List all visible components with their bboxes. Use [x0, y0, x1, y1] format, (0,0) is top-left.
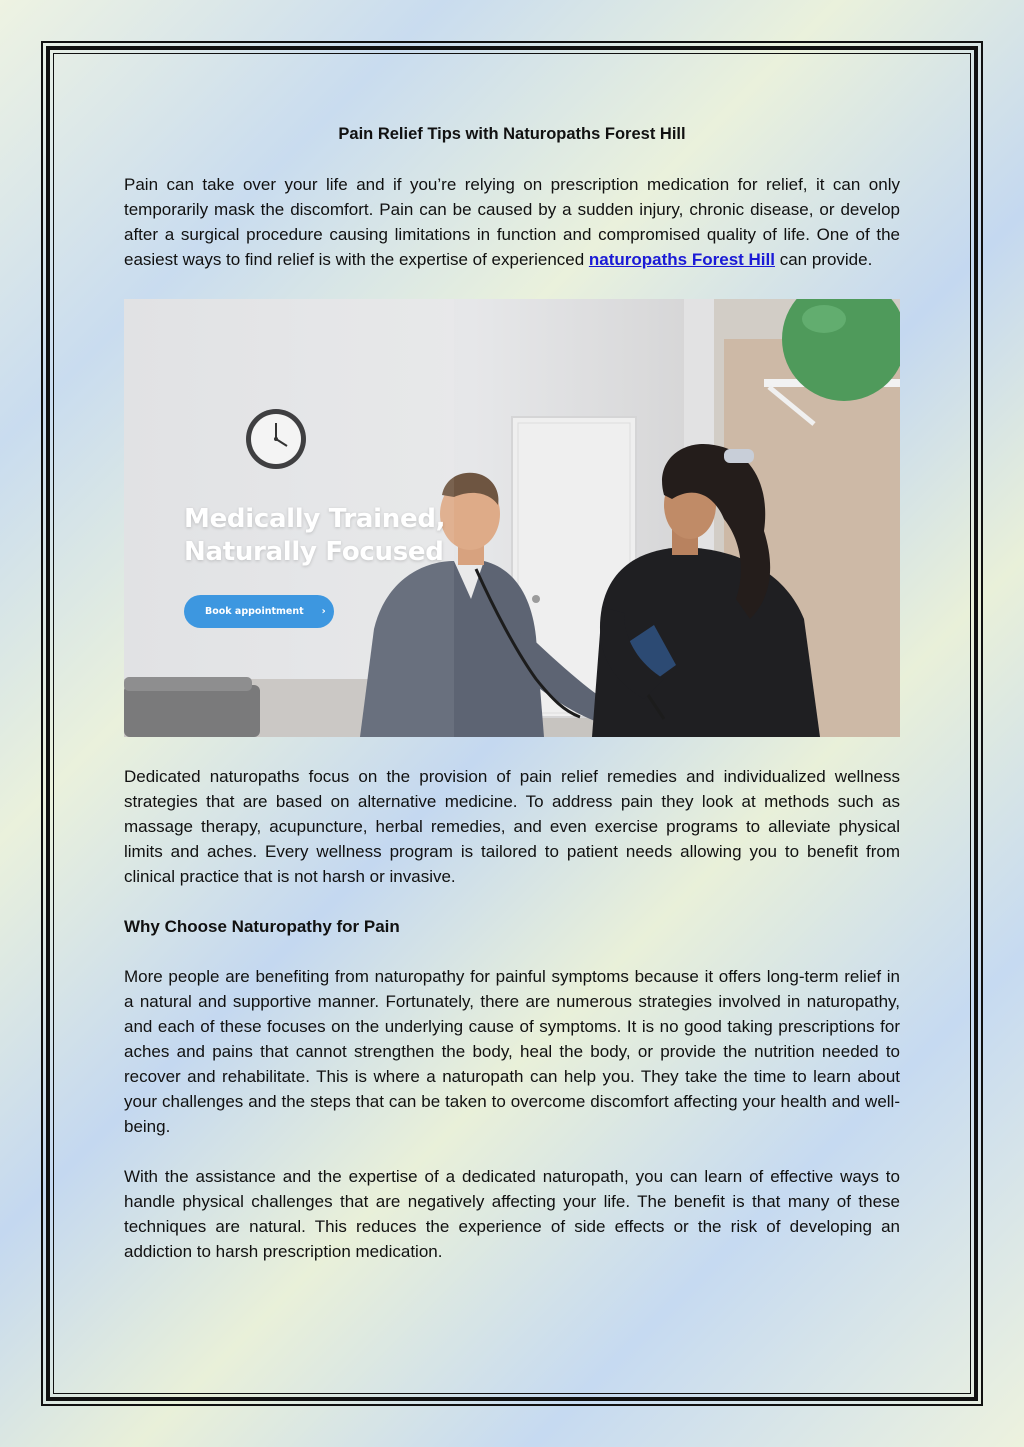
- paragraph-assistance: With the assistance and the expertise of a dedicated naturopath, you can learn of effective ways to handle physical challenges that are negatively affecting your life. The benefit is that many of these techniques are natural. This reduces the experience of side effects or the risk of developing an addiction to harsh prescription medication.: [124, 1167, 900, 1261]
- section-heading-why-choose: Why Choose Naturopathy for Pain: [124, 917, 400, 936]
- naturopaths-forest-hill-link[interactable]: naturopaths Forest Hill: [588, 250, 775, 269]
- book-appointment-button[interactable]: [184, 595, 334, 628]
- intro-paragraph: [124, 172, 900, 272]
- document-title: Pain Relief Tips with Naturopaths Forest Hill: [338, 125, 686, 143]
- hero-heading-line2: Naturally Focused: [184, 537, 444, 567]
- paragraph-dedicated-naturopaths: Dedicated naturopaths focus on the provision of pain relief remedies and individualized wellness strategies that are based on alternative medicine. To address pain they look at methods such as massage therapy, acupuncture, herbal remedies, and even exercise programs to alleviate physical limits and aches. Every wellness program is tailored to patient needs allowing you to benefit from clinical practice that is not harsh or invasive.: [124, 767, 900, 886]
- hero-heading: [184, 503, 445, 569]
- book-appointment-label: Book appointment: [205, 606, 304, 617]
- document-body: [124, 120, 900, 1264]
- paragraph-benefits: More people are benefiting from naturopathy for painful symptoms because it offers long-term relief in a natural and supportive manner. Fortunately, there are numerous strategies involved in naturopathy, and each of these focuses on the underlying cause of symptoms. It is no good taking prescriptions for aches and pains that cannot strengthen the body, heal the body, or provide the nutrition needed to recover and rehabilitate. This is where a naturopath can help you. They take the time to learn about your challenges and the steps that can be taken to overcome discomfort affecting your health and well-being.: [124, 967, 900, 1136]
- hero-image: [124, 299, 900, 737]
- intro-text-after-link: can provide.: [774, 250, 873, 269]
- intro-text-before-link: Pain can take over your life and if you’re relying on prescription medication for relief, it can only temporarily mask the discomfort. Pain can be caused by a sudden injury, chronic disease, or develop after a surgical procedure causing limitations in function and compromised quality of life. One of the easiest ways to find relief is with the expertise of experienced: [124, 175, 900, 269]
- hero-heading-line1: Medically Trained,: [184, 504, 446, 534]
- chevron-right-icon: ›: [321, 606, 326, 617]
